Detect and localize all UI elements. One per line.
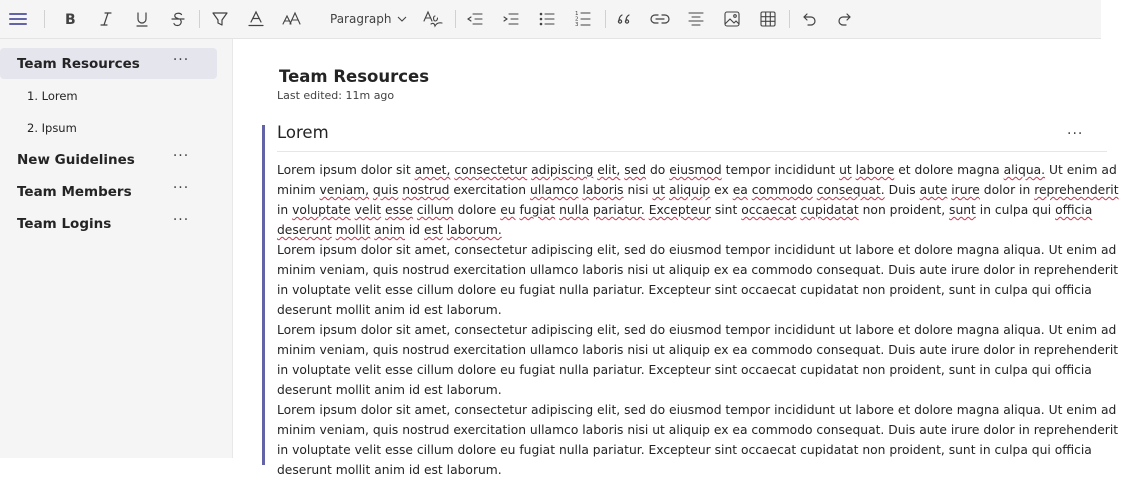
svg-text:2: 2 bbox=[575, 16, 579, 23]
spellcheck-icon[interactable] bbox=[420, 6, 446, 32]
body-paragraph[interactable] bbox=[277, 320, 1137, 400]
svg-text:1: 1 bbox=[575, 11, 579, 17]
paragraph-line: deserunt mollit anim id est laborum. bbox=[277, 223, 502, 237]
last-edited-timestamp: Last edited: 11m ago bbox=[277, 89, 395, 102]
sidebar-item-team-members[interactable] bbox=[0, 176, 217, 207]
sidebar-item-label: Team Members bbox=[17, 183, 132, 200]
section-divider bbox=[277, 151, 1107, 152]
paragraph-line: in voluptate velit esse cillum dolore eu fugiat nulla pariatur. Excepteur sint occaecat cupidatat non proident, sunt in culpa qui officia bbox=[277, 283, 1092, 297]
font-color-icon[interactable] bbox=[243, 6, 269, 32]
page-editor bbox=[234, 39, 1119, 477]
section-title[interactable]: Lorem bbox=[277, 123, 329, 142]
sidebar-item-team-resources[interactable] bbox=[0, 48, 217, 79]
paragraph-line: minim veniam, quis nostrud exercitation ullamco laboris nisi ut aliquip ex ea commodo consequat. Duis aute irure dolor in reprehenderit bbox=[277, 263, 1119, 277]
svg-text:3: 3 bbox=[575, 22, 579, 28]
paragraph-line: in voluptate velit esse cillum dolore eu fugiat nulla pariatur. Excepteur sint occaecat cupidatat non proident, sunt in culpa qui officia bbox=[277, 203, 1093, 217]
paragraph-line: deserunt mollit anim id est laborum. bbox=[277, 383, 502, 397]
sidebar-item-new-guidelines[interactable] bbox=[0, 144, 217, 175]
sidebar-item-label: Team Resources bbox=[17, 55, 140, 72]
strikethrough-icon[interactable] bbox=[165, 6, 191, 32]
sidebar-subitem-label: 1. Lorem bbox=[27, 88, 78, 103]
svg-text:B: B bbox=[65, 12, 76, 28]
bulleted-list-icon[interactable] bbox=[534, 6, 560, 32]
body-paragraph[interactable] bbox=[277, 400, 1137, 480]
paragraph-line: in voluptate velit esse cillum dolore eu fugiat nulla pariatur. Excepteur sint occaecat cupidatat non proident, sunt in culpa qui officia bbox=[277, 443, 1092, 457]
sidebar-subitem-lorem[interactable] bbox=[0, 80, 217, 111]
body-paragraph[interactable] bbox=[277, 160, 1137, 240]
toolbar-divider bbox=[44, 10, 45, 28]
paragraph-style-label: Paragraph bbox=[330, 12, 392, 26]
italic-icon[interactable] bbox=[93, 6, 119, 32]
undo-icon[interactable] bbox=[796, 6, 822, 32]
pages-sidebar bbox=[0, 39, 233, 458]
paragraph-line: Lorem ipsum dolor sit amet, consectetur adipiscing elit, sed do eiusmod tempor incididunt ut labore et dolore magna aliqua. Ut enim ad bbox=[277, 403, 1117, 417]
section-accent-bar bbox=[262, 125, 265, 465]
font-size-icon[interactable] bbox=[279, 6, 305, 32]
numbered-list-icon[interactable] bbox=[570, 6, 596, 32]
formatting-toolbar bbox=[0, 0, 1101, 39]
paragraph-line: minim veniam, quis nostrud exercitation ullamco laboris nisi ut aliquip ex ea commodo consequat. Duis aute irure dolor in reprehenderit bbox=[277, 183, 1119, 197]
paragraph-line: minim veniam, quis nostrud exercitation ullamco laboris nisi ut aliquip ex ea commodo consequat. Duis aute irure dolor in reprehenderit bbox=[277, 343, 1119, 357]
image-icon[interactable] bbox=[719, 6, 745, 32]
more-options-icon[interactable]: ··· bbox=[172, 148, 190, 164]
link-icon[interactable] bbox=[647, 6, 673, 32]
sidebar-subitem-label: 2. Ipsum bbox=[27, 120, 77, 135]
sidebar-item-team-logins[interactable] bbox=[0, 208, 217, 239]
highlight-icon[interactable] bbox=[207, 6, 233, 32]
sidebar-item-label: New Guidelines bbox=[17, 151, 135, 168]
table-icon[interactable] bbox=[755, 6, 781, 32]
more-options-icon[interactable]: ··· bbox=[172, 180, 190, 196]
paragraph-line: Lorem ipsum dolor sit amet, consectetur adipiscing elit, sed do eiusmod tempor incididunt ut labore et dolore magna aliqua. Ut enim ad bbox=[277, 323, 1117, 337]
body-paragraph[interactable] bbox=[277, 240, 1137, 320]
paragraph-style-dropdown[interactable] bbox=[330, 6, 407, 32]
paragraph-line: Lorem ipsum dolor sit amet, consectetur adipiscing elit, sed do eiusmod tempor incididunt ut labore et dolore magna aliqua. Ut enim ad bbox=[277, 163, 1117, 177]
toolbar-divider bbox=[789, 10, 790, 28]
paragraph-line: in voluptate velit esse cillum dolore eu fugiat nulla pariatur. Excepteur sint occaecat cupidatat non proident, sunt in culpa qui officia bbox=[277, 363, 1092, 377]
paragraph-line: deserunt mollit anim id est laborum. bbox=[277, 463, 502, 477]
paragraph-line: Lorem ipsum dolor sit amet, consectetur adipiscing elit, sed do eiusmod tempor incididunt ut labore et dolore magna aliqua. Ut enim ad bbox=[277, 243, 1117, 257]
more-options-icon[interactable]: ··· bbox=[172, 212, 190, 228]
toolbar-divider bbox=[605, 10, 606, 28]
sidebar-subitem-ipsum[interactable] bbox=[0, 112, 217, 143]
toolbar-divider bbox=[455, 10, 456, 28]
more-options-icon[interactable]: ··· bbox=[172, 52, 190, 68]
sidebar-item-label: Team Logins bbox=[17, 215, 112, 232]
redo-icon[interactable] bbox=[832, 6, 858, 32]
increase-indent-icon[interactable] bbox=[498, 6, 524, 32]
paragraph-line: minim veniam, quis nostrud exercitation ullamco laboris nisi ut aliquip ex ea commodo consequat. Duis aute irure dolor in reprehenderit bbox=[277, 423, 1119, 437]
underline-icon[interactable] bbox=[129, 6, 155, 32]
page-title: Team Resources bbox=[279, 67, 430, 86]
align-center-icon[interactable] bbox=[683, 6, 709, 32]
decrease-indent-icon[interactable] bbox=[462, 6, 488, 32]
section-more-options-icon[interactable]: ··· bbox=[1067, 126, 1084, 142]
paragraph-line: deserunt mollit anim id est laborum. bbox=[277, 303, 502, 317]
toolbar-divider bbox=[199, 10, 200, 28]
quote-icon[interactable] bbox=[611, 6, 637, 32]
menu-icon[interactable] bbox=[5, 6, 31, 32]
section-body[interactable] bbox=[277, 160, 1137, 480]
bold-icon[interactable] bbox=[57, 6, 83, 32]
chevron-down-icon bbox=[397, 12, 407, 26]
